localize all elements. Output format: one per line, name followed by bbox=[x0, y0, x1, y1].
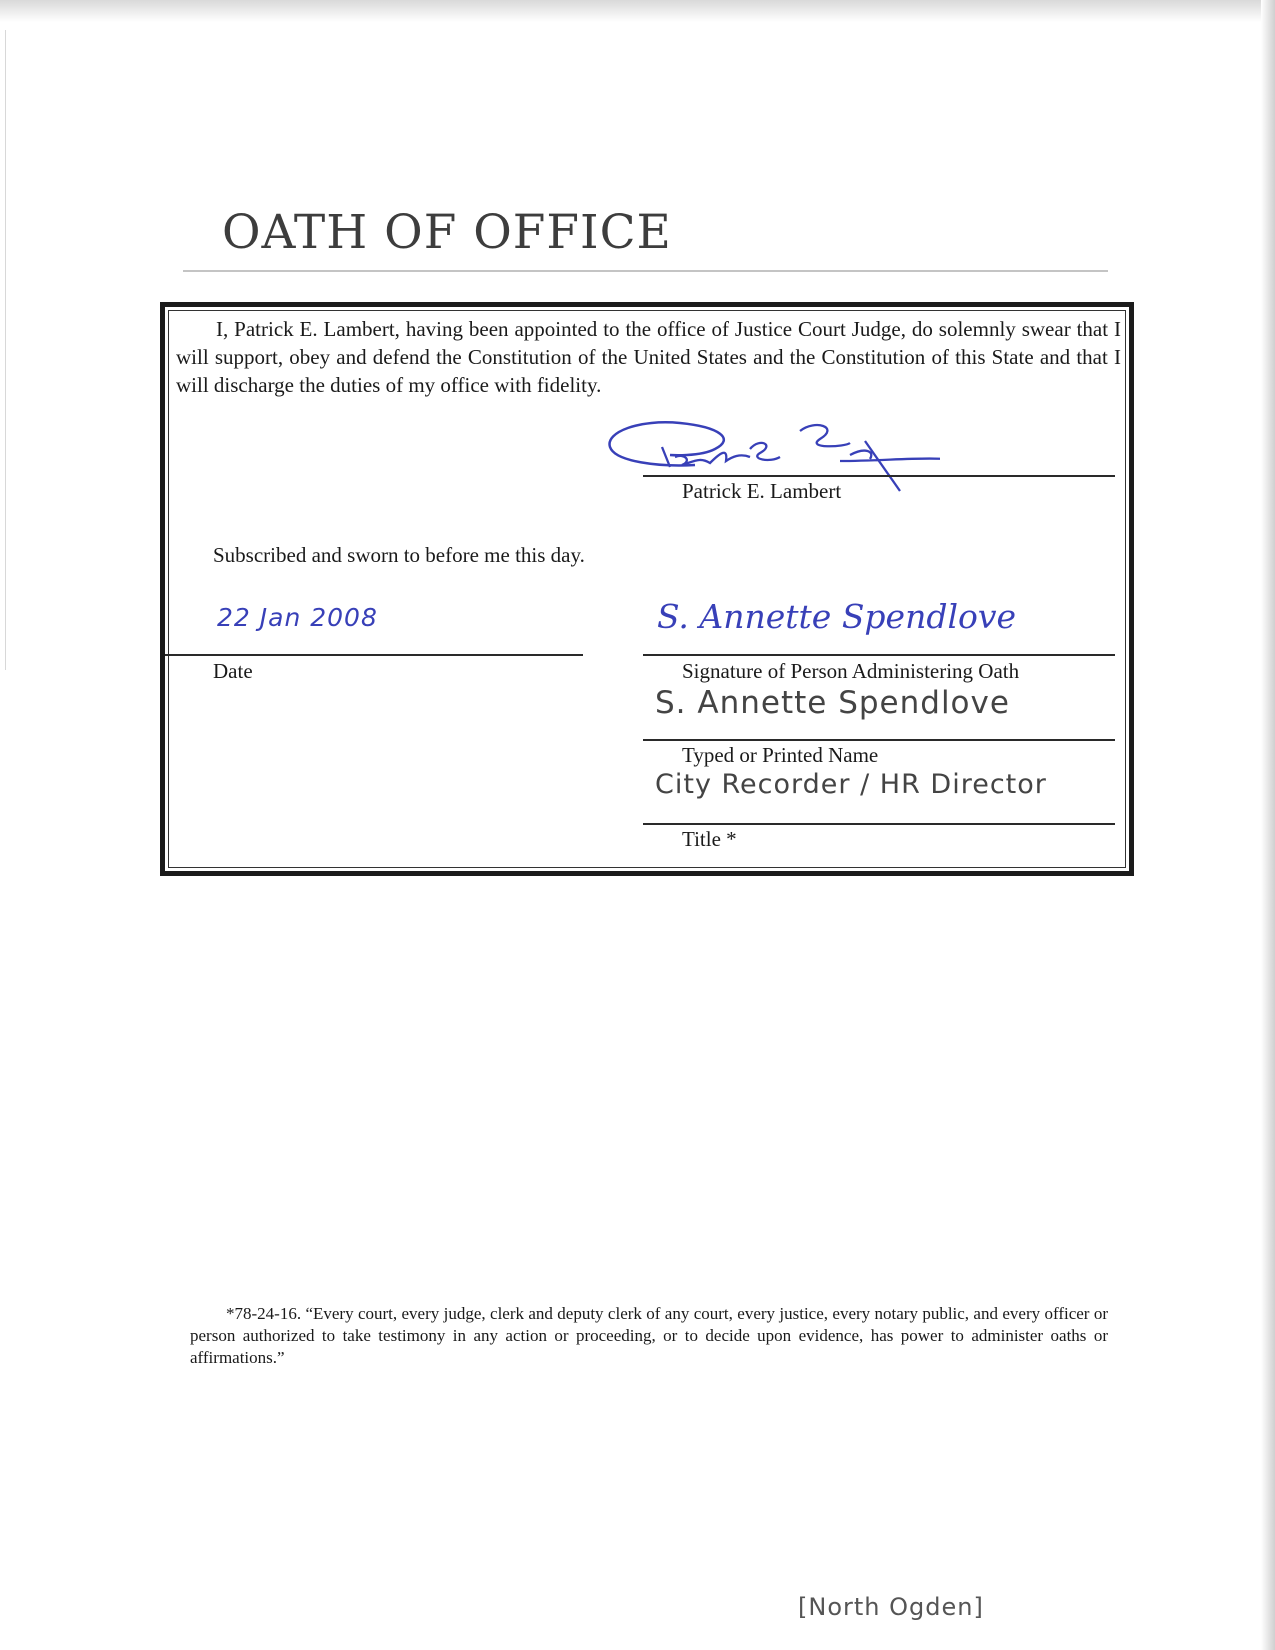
oath-box bbox=[160, 302, 1134, 876]
printed-name-handwritten: S. Annette Spendlove bbox=[655, 685, 1010, 721]
officer-name-caption: Patrick E. Lambert bbox=[682, 479, 842, 503]
administrator-signature-line bbox=[643, 654, 1115, 656]
printed-name-line bbox=[643, 739, 1115, 741]
administrator-signature: S. Annette Spendlove bbox=[657, 597, 1017, 636]
scan-edge-left bbox=[5, 30, 6, 670]
date-value-handwritten: 22 Jan 2008 bbox=[217, 603, 378, 632]
title-handwritten: City Recorder / HR Director bbox=[655, 769, 1047, 800]
document-title: OATH OF OFFICE bbox=[222, 205, 672, 260]
administrator-signature-caption: Signature of Person Administering Oath bbox=[682, 659, 1020, 683]
title-line bbox=[643, 823, 1115, 825]
scan-edge-top bbox=[0, 0, 1275, 22]
subscribed-statement: Subscribed and sworn to before me this day. bbox=[213, 543, 585, 567]
oath-statement: I, Patrick E. Lambert, having been appointed to the office of Justice Court Judge, do solemnly swear that I will support, obey and defend the Constitution of the United States and the Constitution of this State and that I will discharge the duties of my office with fidelity. bbox=[176, 317, 1121, 397]
title-caption: Title * bbox=[682, 827, 737, 851]
printed-name-caption: Typed or Printed Name bbox=[682, 743, 879, 767]
date-line bbox=[165, 654, 583, 656]
date-caption: Date bbox=[213, 659, 253, 683]
title-divider bbox=[183, 270, 1108, 272]
officer-signature-line bbox=[643, 475, 1115, 477]
statute-footnote: *78-24-16. “Every court, every judge, clerk and deputy clerk of any court, every justice, every notary public, and every officer or person authorized to take testimony in any action or proceeding, or to decide upon evidence, has power to administer oaths or affirmations.” bbox=[190, 1304, 1108, 1367]
margin-note-handwritten: [North Ogden] bbox=[798, 1593, 984, 1621]
scan-edge-right bbox=[1261, 0, 1275, 1650]
